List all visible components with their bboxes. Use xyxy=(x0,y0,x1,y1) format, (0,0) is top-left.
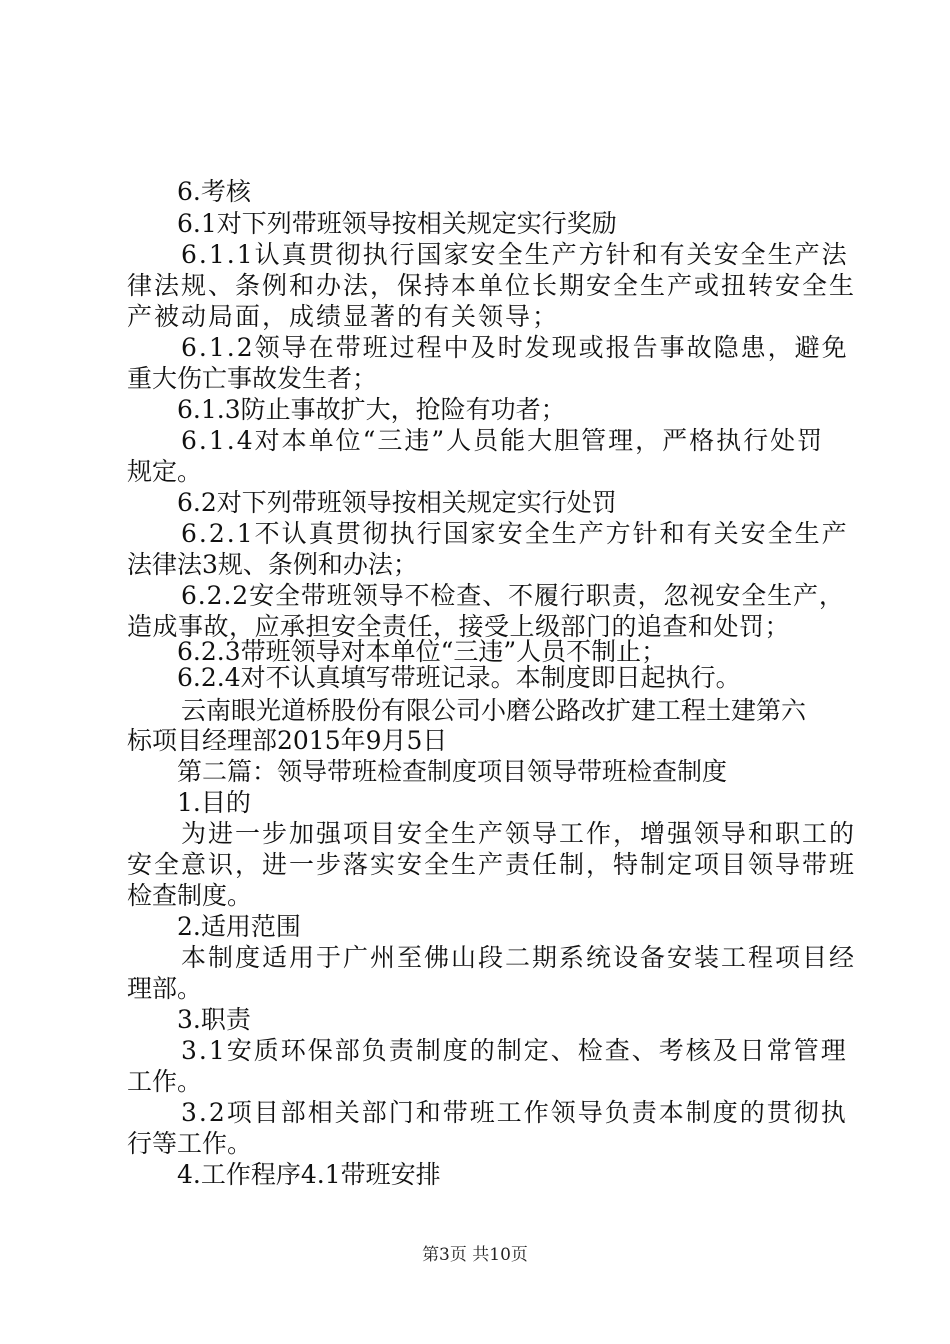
text-line: 3.2项目部相关部门和带班工作领导负责本制度的贯彻执 xyxy=(181,1098,848,1127)
text-line: 理部。 xyxy=(127,974,203,1003)
text-line: 产被动局面，成绩显著的有关领导； xyxy=(127,302,560,331)
text-line: 重大伤亡事故发生者； xyxy=(127,364,378,393)
page-footer: 第3页 共10页 xyxy=(422,1245,528,1265)
text-line: 6.2.2安全带班领导不检查、不履行职责，忽视安全生产， xyxy=(181,581,845,610)
text-line: 6.1.3防止事故扩大，抢险有功者； xyxy=(177,395,566,424)
text-line: 安全意识，进一步落实安全生产责任制，特制定项目领导带班 xyxy=(127,850,857,879)
text-line: 检查制度。 xyxy=(127,881,253,910)
text-line: 6.1.1认真贯彻执行国家安全生产方针和有关安全生产法 xyxy=(181,240,849,269)
text-line: 6.2.1不认真贯彻执行国家安全生产方针和有关安全生产 xyxy=(181,519,849,548)
text-line: 标项目经理部2015年9月5日 xyxy=(127,726,448,755)
text-line: 6.2.3带班领导对本单位“三违”人员不制止； xyxy=(177,637,667,666)
text-line: 6.1.4对本单位“三违”人员能大胆管理，严格执行处罚 xyxy=(181,426,825,455)
text-line: 3.职责 xyxy=(177,1005,251,1034)
text-line: 行等工作。 xyxy=(127,1129,253,1158)
text-line: 1.目的 xyxy=(177,788,251,817)
text-line: 6.1对下列带班领导按相关规定实行奖励 xyxy=(177,209,617,238)
text-line: 6.2.4对不认真填写带班记录。本制度即日起执行。 xyxy=(177,663,741,692)
text-line: 法律法3规、条例和办法； xyxy=(127,550,418,579)
text-line: 2.适用范围 xyxy=(177,912,301,941)
text-line: 3.1安质环保部负责制度的制定、检查、考核及日常管理 xyxy=(181,1036,848,1065)
text-line: 工作。 xyxy=(127,1067,203,1096)
text-line: 第二篇：领导带班检查制度项目领导带班检查制度 xyxy=(177,757,728,786)
text-line: 为进一步加强项目安全生产领导工作，增强领导和职工的 xyxy=(181,819,857,848)
text-line: 6.2对下列带班领导按相关规定实行处罚 xyxy=(177,488,617,517)
text-line: 造成事故，应承担安全责任，接受上级部门的追查和处罚； xyxy=(127,612,791,641)
text-line: 律法规、条例和办法，保持本单位长期安全生产或扭转安全生 xyxy=(127,271,857,300)
text-line: 6.考核 xyxy=(177,177,251,206)
text-line: 本制度适用于广州至佛山段二期系统设备安装工程项目经 xyxy=(181,943,857,972)
text-line: 规定。 xyxy=(127,457,203,486)
text-line: 4.工作程序4.1带班安排 xyxy=(177,1160,441,1189)
text-line: 6.1.2领导在带班过程中及时发现或报告事故隐患，避免 xyxy=(181,333,849,362)
text-line: 云南眼光道桥股份有限公司小磨公路改扩建工程土建第六 xyxy=(181,696,807,725)
